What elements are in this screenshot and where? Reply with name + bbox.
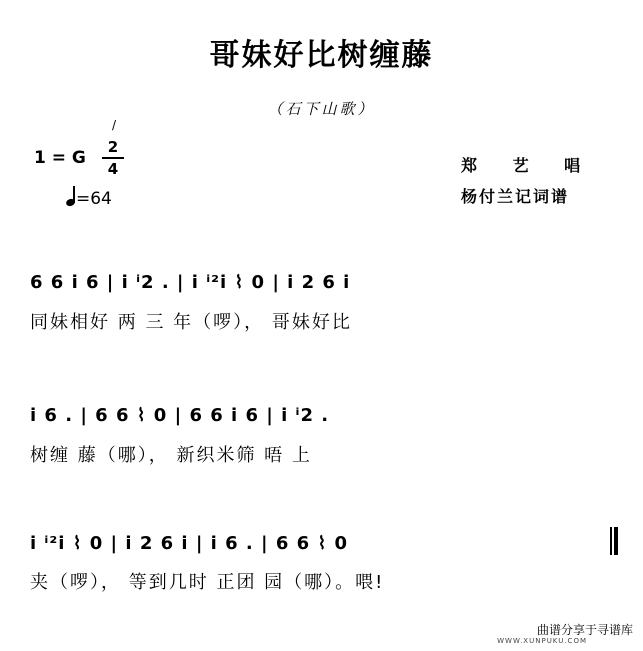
- song-title: 哥妹好比树缠藤: [209, 38, 434, 73]
- key-signature: 1 = G: [34, 148, 86, 168]
- notation-row-2: i 6 . | 6 6 ⌇ 0 | 6 6 i 6 | i ⁱ2 .: [30, 405, 330, 426]
- meter-divider: [102, 157, 124, 159]
- meter-top: 2: [107, 138, 119, 156]
- notation-row-3: i ⁱ²i ⌇ 0 | i 2 6 i | i 6 . | 6 6 ⌇ 0: [30, 533, 349, 554]
- lyric-row-3: 夹（啰）， 等到几时 正团 园（哪）。喂!: [30, 572, 385, 593]
- lyric-row-1: 同妹相好 两 三 年（啰）， 哥妹好比: [30, 312, 352, 333]
- notation-row-1: 6 6 i 6 | i ⁱ2 . | i ⁱ²i ⌇ 0 | i 2 6 i: [30, 272, 351, 293]
- singer-credit: 郑 艺 唱: [461, 156, 583, 175]
- time-signature: [102, 138, 124, 178]
- meter-bottom: 4: [107, 160, 119, 178]
- final-barline-thick: [614, 527, 618, 555]
- tick-mark: /: [112, 118, 117, 132]
- final-barline-thin: [610, 527, 612, 555]
- recorder-credit: 杨付兰记词谱: [461, 187, 570, 206]
- footer-credit: 曲谱分享于寻谱库: [536, 623, 633, 637]
- quarter-note-icon: [66, 186, 76, 206]
- tempo-value: =64: [76, 189, 112, 209]
- song-subtitle: （石下山歌）: [267, 100, 376, 118]
- footer-url: WWW.XUNPUKU.COM: [497, 637, 587, 645]
- tempo-marking: [66, 186, 112, 209]
- lyric-row-2: 树缠 藤（哪）， 新织米筛 唔 上: [30, 445, 312, 466]
